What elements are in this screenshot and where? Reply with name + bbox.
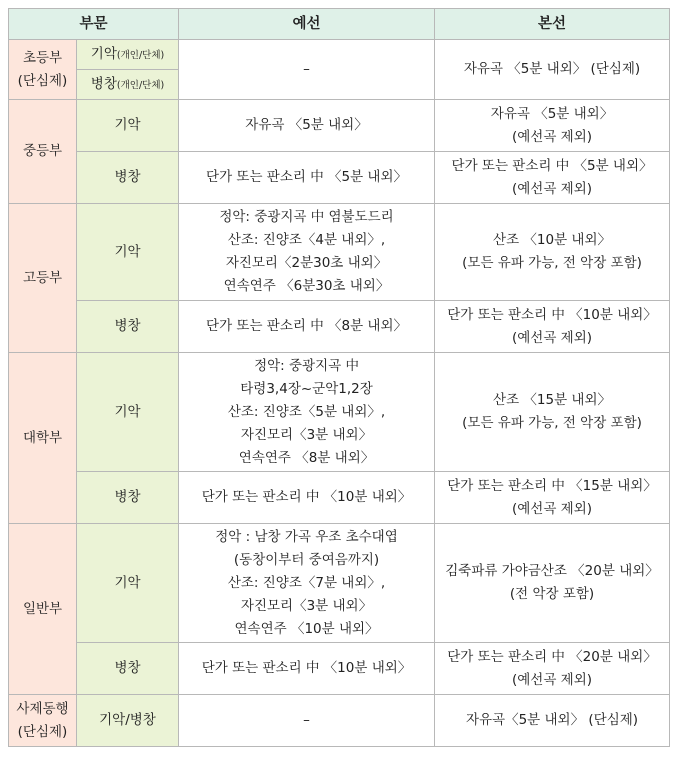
table-row <box>9 152 670 204</box>
sub-instrumental: 기악 <box>77 524 179 643</box>
table-row <box>9 643 670 695</box>
sub-instrumental: 기악(개인/단체) <box>77 40 179 70</box>
category-middle: 중등부 <box>9 100 77 204</box>
prelim-cell: – <box>179 695 435 747</box>
final-cell: 산조 〈10분 내외〉 (모든 유파 가능, 전 악장 포함) <box>435 204 670 301</box>
final-cell: 단가 또는 판소리 中 〈20분 내외〉 (예선곡 제외) <box>435 643 670 695</box>
sub-vocal: 병창(개인/단체) <box>77 70 179 100</box>
header-row <box>9 9 670 40</box>
table-row <box>9 301 670 353</box>
prelim-cell: 단가 또는 판소리 中 〈8분 내외〉 <box>179 301 435 353</box>
prelim-cell: – <box>179 40 435 100</box>
category-general: 일반부 <box>9 524 77 695</box>
final-cell: 김죽파류 가야금산조 〈20분 내외〉 (전 악장 포함) <box>435 524 670 643</box>
sub-instr-vocal: 기악/병창 <box>77 695 179 747</box>
sub-instrumental: 기악 <box>77 100 179 152</box>
table-row <box>9 204 670 301</box>
prelim-cell: 단가 또는 판소리 中 〈5분 내외〉 <box>179 152 435 204</box>
final-cell: 자유곡 〈5분 내외〉 (예선곡 제외) <box>435 100 670 152</box>
sub-vocal: 병창 <box>77 301 179 353</box>
final-cell: 산조 〈15분 내외〉 (모든 유파 가능, 전 악장 포함) <box>435 353 670 472</box>
sub-vocal: 병창 <box>77 152 179 204</box>
table-row <box>9 472 670 524</box>
final-cell: 단가 또는 판소리 中 〈5분 내외〉 (예선곡 제외) <box>435 152 670 204</box>
sub-vocal: 병창 <box>77 643 179 695</box>
table-row <box>9 100 670 152</box>
final-cell: 자유곡 〈5분 내외〉 (단심제) <box>435 40 670 100</box>
final-cell: 자유곡〈5분 내외〉 (단심제) <box>435 695 670 747</box>
category-elementary: 초등부 (단심제) <box>9 40 77 100</box>
prelim-cell: 정악 : 남창 가곡 우조 초수대엽 (동창이부터 중여음까지) 산조: 진양조〈7분 내외〉, 자진모리〈3분 내외〉 연속연주 〈10분 내외〉 <box>179 524 435 643</box>
table-row <box>9 524 670 643</box>
prelim-cell: 단가 또는 판소리 中 〈10분 내외〉 <box>179 643 435 695</box>
prelim-cell: 단가 또는 판소리 中 〈10분 내외〉 <box>179 472 435 524</box>
sub-instrumental: 기악 <box>77 204 179 301</box>
sub-instrumental: 기악 <box>77 353 179 472</box>
competition-table <box>8 8 670 747</box>
table-row <box>9 40 670 70</box>
table-row <box>9 695 670 747</box>
final-cell: 단가 또는 판소리 中 〈10분 내외〉 (예선곡 제외) <box>435 301 670 353</box>
category-mentor: 사제동행 (단심제) <box>9 695 77 747</box>
final-cell: 단가 또는 판소리 中 〈15분 내외〉 (예선곡 제외) <box>435 472 670 524</box>
prelim-cell: 정악: 중광지곡 中 염불도드리 산조: 진양조〈4분 내외〉, 자진모리〈2분30초 내외〉 연속연주 〈6분30초 내외〉 <box>179 204 435 301</box>
header-division: 부문 <box>9 9 179 40</box>
header-prelim: 예선 <box>179 9 435 40</box>
category-high: 고등부 <box>9 204 77 353</box>
table-row <box>9 353 670 472</box>
prelim-cell: 자유곡 〈5분 내외〉 <box>179 100 435 152</box>
prelim-cell: 정악: 중광지곡 中 타령3,4장~군악1,2장 산조: 진양조〈5분 내외〉, 자진모리〈3분 내외〉 연속연주 〈8분 내외〉 <box>179 353 435 472</box>
header-final: 본선 <box>435 9 670 40</box>
sub-vocal: 병창 <box>77 472 179 524</box>
category-university: 대학부 <box>9 353 77 524</box>
